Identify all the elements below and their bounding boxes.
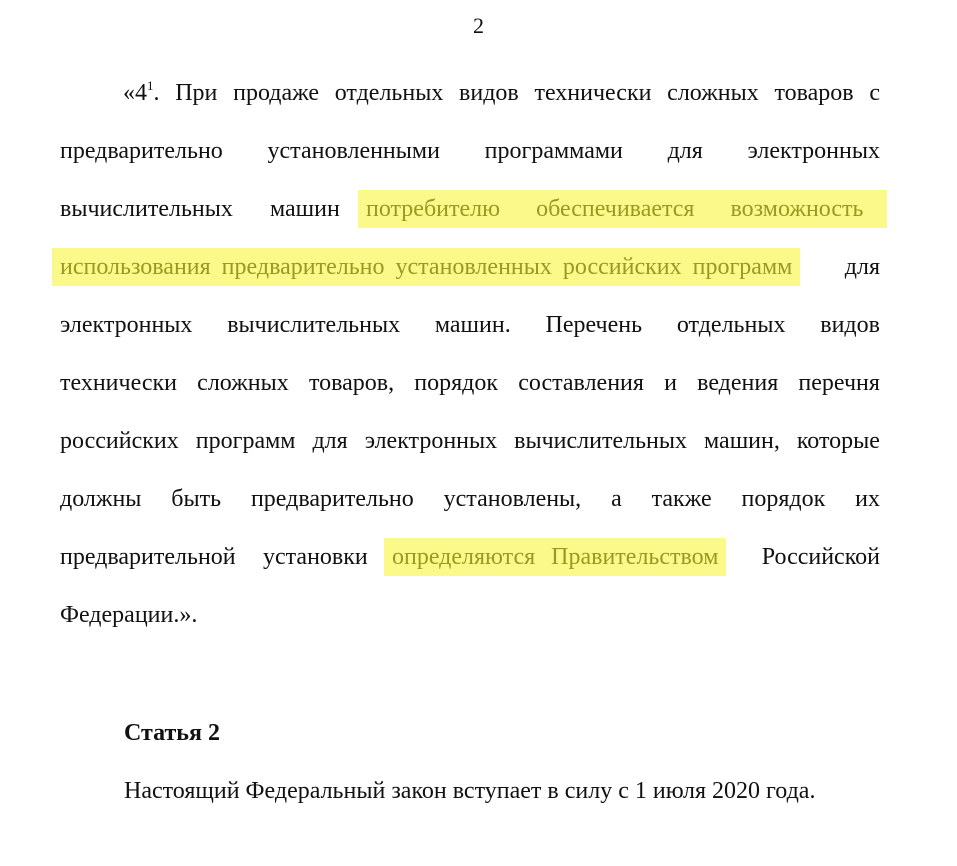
word: для	[312, 428, 348, 454]
word: с	[869, 80, 880, 106]
word: предварительно	[60, 138, 223, 164]
paragraph-line	[60, 136, 880, 166]
paragraph-line	[60, 542, 880, 572]
paragraph-line	[60, 310, 880, 340]
word: российских	[60, 428, 179, 454]
article-heading: Статья 2	[124, 720, 220, 746]
word: «$4^1$.	[123, 78, 160, 106]
word: электронных	[364, 428, 498, 454]
word: машин	[270, 196, 340, 222]
word: которые	[796, 428, 880, 454]
word: отдельных	[334, 80, 444, 106]
word: установленными	[267, 138, 440, 164]
word: сложных	[667, 80, 759, 106]
article-text: Настоящий Федеральный закон вступает в силу с 1 июля 2020 года.	[124, 778, 816, 804]
superscript: 1	[147, 78, 154, 93]
word: продаже	[233, 80, 320, 106]
word: электронных	[747, 138, 880, 164]
word: перечня	[798, 370, 880, 396]
word: Российской	[761, 544, 880, 570]
word: установлены,	[443, 486, 582, 512]
highlighted-text: определяются Правительством	[384, 538, 726, 576]
word: сложных	[197, 370, 289, 396]
word: видов	[459, 80, 519, 106]
word: При	[175, 80, 218, 106]
word: видов	[820, 312, 880, 338]
paragraph-line	[60, 600, 880, 630]
word: технически	[60, 370, 177, 396]
word: машин.	[434, 312, 511, 338]
word: товаров	[774, 80, 854, 106]
word: вычислительных	[514, 428, 688, 454]
word: порядок	[741, 486, 826, 512]
word: их	[855, 486, 880, 512]
paragraph-line	[60, 252, 880, 282]
word: предварительной	[60, 544, 236, 570]
page-number: 2	[473, 13, 484, 38]
word: а	[611, 486, 622, 512]
word: установки	[263, 544, 368, 570]
word: и	[664, 370, 677, 396]
word: машин,	[704, 428, 780, 454]
paragraph-line	[60, 368, 880, 398]
word: ведения	[697, 370, 779, 396]
word: составления	[518, 370, 644, 396]
highlighted-text: использования предварительно установленных российских программ	[52, 248, 800, 286]
word: вычислительных	[227, 312, 401, 338]
word: технически	[534, 80, 652, 106]
word: также	[651, 486, 712, 512]
word: для	[667, 138, 703, 164]
word: электронных	[60, 312, 193, 338]
word: должны	[60, 486, 142, 512]
word: вычислительных	[60, 196, 233, 222]
word: для	[844, 254, 880, 280]
word: быть	[171, 486, 222, 512]
word: программами	[484, 138, 623, 164]
highlighted-text: потребителю обеспечивается возможность	[358, 190, 887, 228]
paragraph-line	[60, 194, 880, 224]
word: отдельных	[676, 312, 786, 338]
paragraph-line	[60, 426, 880, 456]
word: порядок	[414, 370, 499, 396]
word: Федерации.».	[60, 602, 198, 628]
paragraph-line	[60, 484, 880, 514]
paragraph-line	[123, 78, 880, 108]
word: товаров,	[308, 370, 395, 396]
word: программ	[195, 428, 296, 454]
word: Перечень	[545, 312, 643, 338]
word: предварительно	[250, 486, 414, 512]
